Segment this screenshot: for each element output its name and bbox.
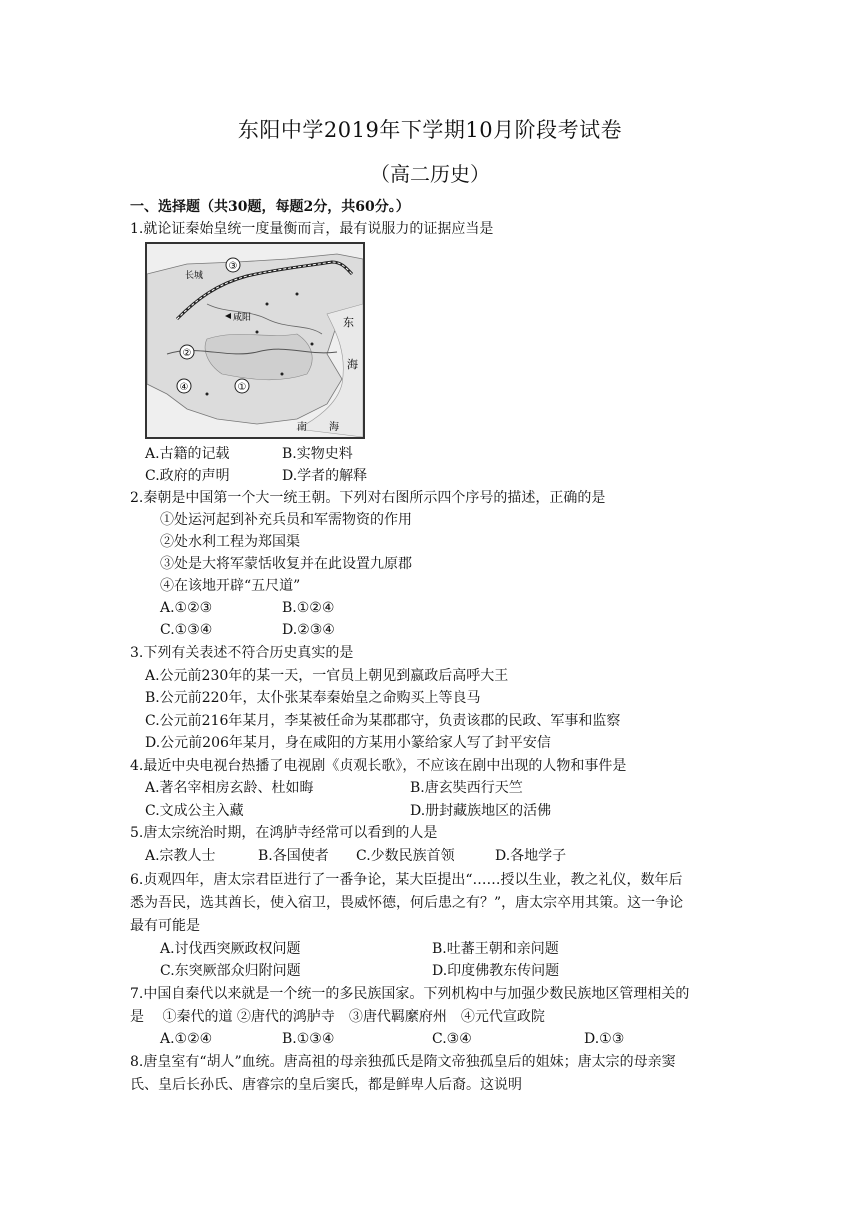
qin-map-svg xyxy=(147,244,363,437)
q3-option-b: B.公元前220年，太仆张某奉秦始皇之命购买上等良马 xyxy=(145,690,481,706)
question-8-stem-line-2: 氏、皇后长孙氏、唐睿宗的皇后窦氏，都是鲜卑人后裔。这说明 xyxy=(130,1077,522,1093)
map-label-sea-east: 海 xyxy=(347,358,358,371)
q1-option-d: D.学者的解释 xyxy=(282,468,368,484)
q4-option-a: A.著名宰相房玄龄、杜如晦 xyxy=(145,780,314,796)
q6-option-d: D.印度佛教东传问题 xyxy=(432,963,560,979)
question-6-stem-line-3: 最有可能是 xyxy=(130,918,200,934)
map-marker-1: ① xyxy=(237,382,247,393)
map-marker-3: ③ xyxy=(228,261,238,272)
map-label-xianyang: 咸阳 xyxy=(233,313,252,323)
q2-statement-3: ③处是大将军蒙恬收复并在此设置九原郡 xyxy=(160,556,412,572)
map-marker-2: ② xyxy=(182,348,192,359)
q4-option-c: C.文成公主入藏 xyxy=(145,803,244,819)
q6-option-c: C.东突厥部众归附问题 xyxy=(160,963,301,979)
question-2-stem: 2.秦朝是中国第一个大一统王朝。下列对右图所示四个序号的描述，正确的是 xyxy=(130,490,606,506)
q3-option-a: A.公元前230年的某一天，一官员上朝见到嬴政后高呼大王 xyxy=(145,668,509,684)
map-label-south: 南 xyxy=(297,422,307,433)
q1-option-c: C.政府的声明 xyxy=(145,468,230,484)
question-1-stem: 1.就论证秦始皇统一度量衡而言，最有说服力的证据应当是 xyxy=(130,221,494,237)
q2-option-c: C.①③④ xyxy=(160,622,213,638)
question-5-stem: 5.唐太宗统治时期，在鸿胪寺经常可以看到的人是 xyxy=(130,825,438,841)
q2-statement-1: ①处运河起到补充兵员和军需物资的作用 xyxy=(160,512,412,528)
q3-option-d: D.公元前206年某月，身在咸阳的方某用小篆给家人写了封平安信 xyxy=(145,735,551,751)
q2-option-a: A.①②③ xyxy=(160,600,213,616)
q2-statement-2: ②处水利工程为郑国渠 xyxy=(160,534,300,550)
map-label-great-wall: 长城 xyxy=(185,271,204,281)
q6-option-a: A.讨伐西突厥政权问题 xyxy=(160,941,301,957)
map-label-east: 东 xyxy=(343,316,354,329)
q2-option-b: B.①②④ xyxy=(282,600,335,616)
page-subtitle: （高二历史） xyxy=(370,162,490,186)
map-marker-4: ④ xyxy=(179,382,189,393)
q2-statement-4: ④在该地开辟“五尺道” xyxy=(160,578,301,594)
question-8-stem-line-1: 8.唐皇室有“胡人”血统。唐高祖的母亲独孤氏是隋文帝独孤皇后的姐妹；唐太宗的母亲窦 xyxy=(130,1054,676,1070)
question-3-stem: 3.下列有关表述不符合历史真实的是 xyxy=(130,645,354,661)
map-label-sea-south: 海 xyxy=(329,422,339,433)
question-7-stem-line-2: 是 ①秦代的道 ②唐代的鸿胪寺 ③唐代羁縻府州 ④元代宣政院 xyxy=(130,1009,545,1025)
q7-option-a: A.①②④ xyxy=(160,1031,213,1047)
q4-option-d: D.册封藏族地区的活佛 xyxy=(410,803,552,819)
q5-option-b: B.各国使者 xyxy=(258,848,329,864)
q1-option-a: A.古籍的记载 xyxy=(145,446,230,462)
q3-option-c: C.公元前216年某月，李某被任命为某郡郡守，负责该郡的民政、军事和监察 xyxy=(145,713,621,729)
section-heading: 一、选择题（共30题，每题2分，共60分。） xyxy=(130,199,410,215)
q1-option-b: B.实物史料 xyxy=(282,446,353,462)
q5-option-d: D.各地学子 xyxy=(495,848,567,864)
question-7-stem-line-1: 7.中国自秦代以来就是一个统一的多民族国家。下列机构中与加强少数民族地区管理相关的 xyxy=(130,986,690,1002)
q7-option-b: B.①③④ xyxy=(282,1031,335,1047)
qin-map-figure xyxy=(145,242,365,439)
q7-option-c: C.③④ xyxy=(432,1031,472,1047)
q7-option-d: D.①③ xyxy=(584,1031,625,1047)
q2-option-d: D.②③④ xyxy=(282,622,335,638)
q5-option-c: C.少数民族首领 xyxy=(356,848,455,864)
question-6-stem-line-1: 6.贞观四年，唐太宗君臣进行了一番争论，某大臣提出“……授以生业，教之礼仪，数年后 xyxy=(130,872,683,888)
q5-option-a: A.宗教人士 xyxy=(145,848,216,864)
question-6-stem-line-2: 悉为吾民，选其酋长，使入宿卫，畏威怀德，何后患之有？”，唐太宗卒用其策。这一争论 xyxy=(130,895,684,911)
q6-option-b: B.吐蕃王朝和亲问题 xyxy=(432,941,559,957)
q4-option-b: B.唐玄奘西行天竺 xyxy=(410,780,523,796)
page-title: 东阳中学2019年下学期10月阶段考试卷 xyxy=(237,118,623,142)
question-4-stem: 4.最近中央电视台热播了电视剧《贞观长歌》，不应该在剧中出现的人物和事件是 xyxy=(130,758,627,774)
